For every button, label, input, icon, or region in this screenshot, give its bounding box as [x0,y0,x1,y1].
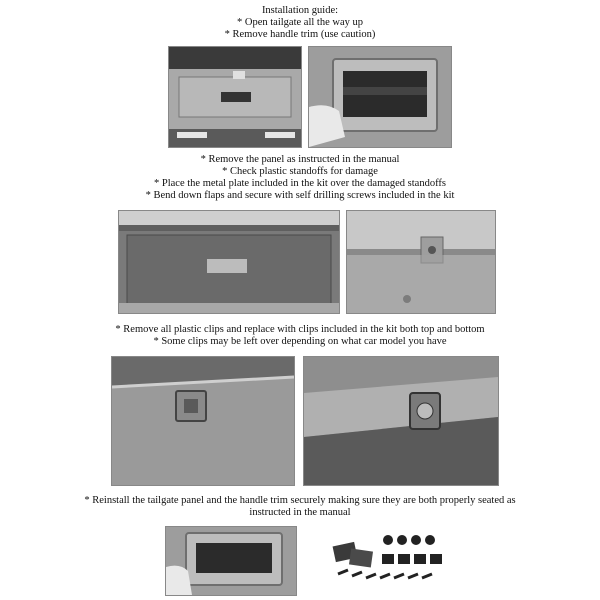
handle-trim-reinstall-photo [165,526,297,596]
tailgate-panel-photo [118,210,340,314]
step4-line-1: * Reinstall the tailgate panel and the handle trim securely making sure they are both properly seated as [84,495,516,506]
step3-line-1: * Remove all plastic clips and replace with clips included in the kit both top and bottom [115,324,485,335]
intro-text [0,5,600,41]
step4-line-2: instructed in the manual [249,507,351,518]
step2-line-2: * Check plastic standoffs for damage [222,166,378,177]
step1-line-1: * Open tailgate all the way up [237,17,363,28]
step2-line-3: * Place the metal plate included in the kit over the damaged standoffs [154,178,446,189]
step3-line-2: * Some clips may be left over depending on what car model you have [153,336,447,347]
handle-trim-removal-photo [308,46,452,148]
step1-line-2: * Remove handle trim (use caution) [224,29,376,40]
step2-line-4: * Bend down flaps and secure with self drilling screws included in the kit [145,190,455,201]
step2-text [0,154,600,202]
step4-text [0,495,600,519]
metal-plate-photo [346,210,496,314]
replacement-clip-photo [303,356,499,486]
step2-line-1: * Remove the panel as instructed in the manual [200,154,400,165]
tailgate-open-photo [168,46,302,148]
guide-title: Installation guide: [261,5,339,16]
plastic-clip-photo [111,356,295,486]
step3-text [0,324,600,348]
kit-parts-photo [330,530,462,586]
